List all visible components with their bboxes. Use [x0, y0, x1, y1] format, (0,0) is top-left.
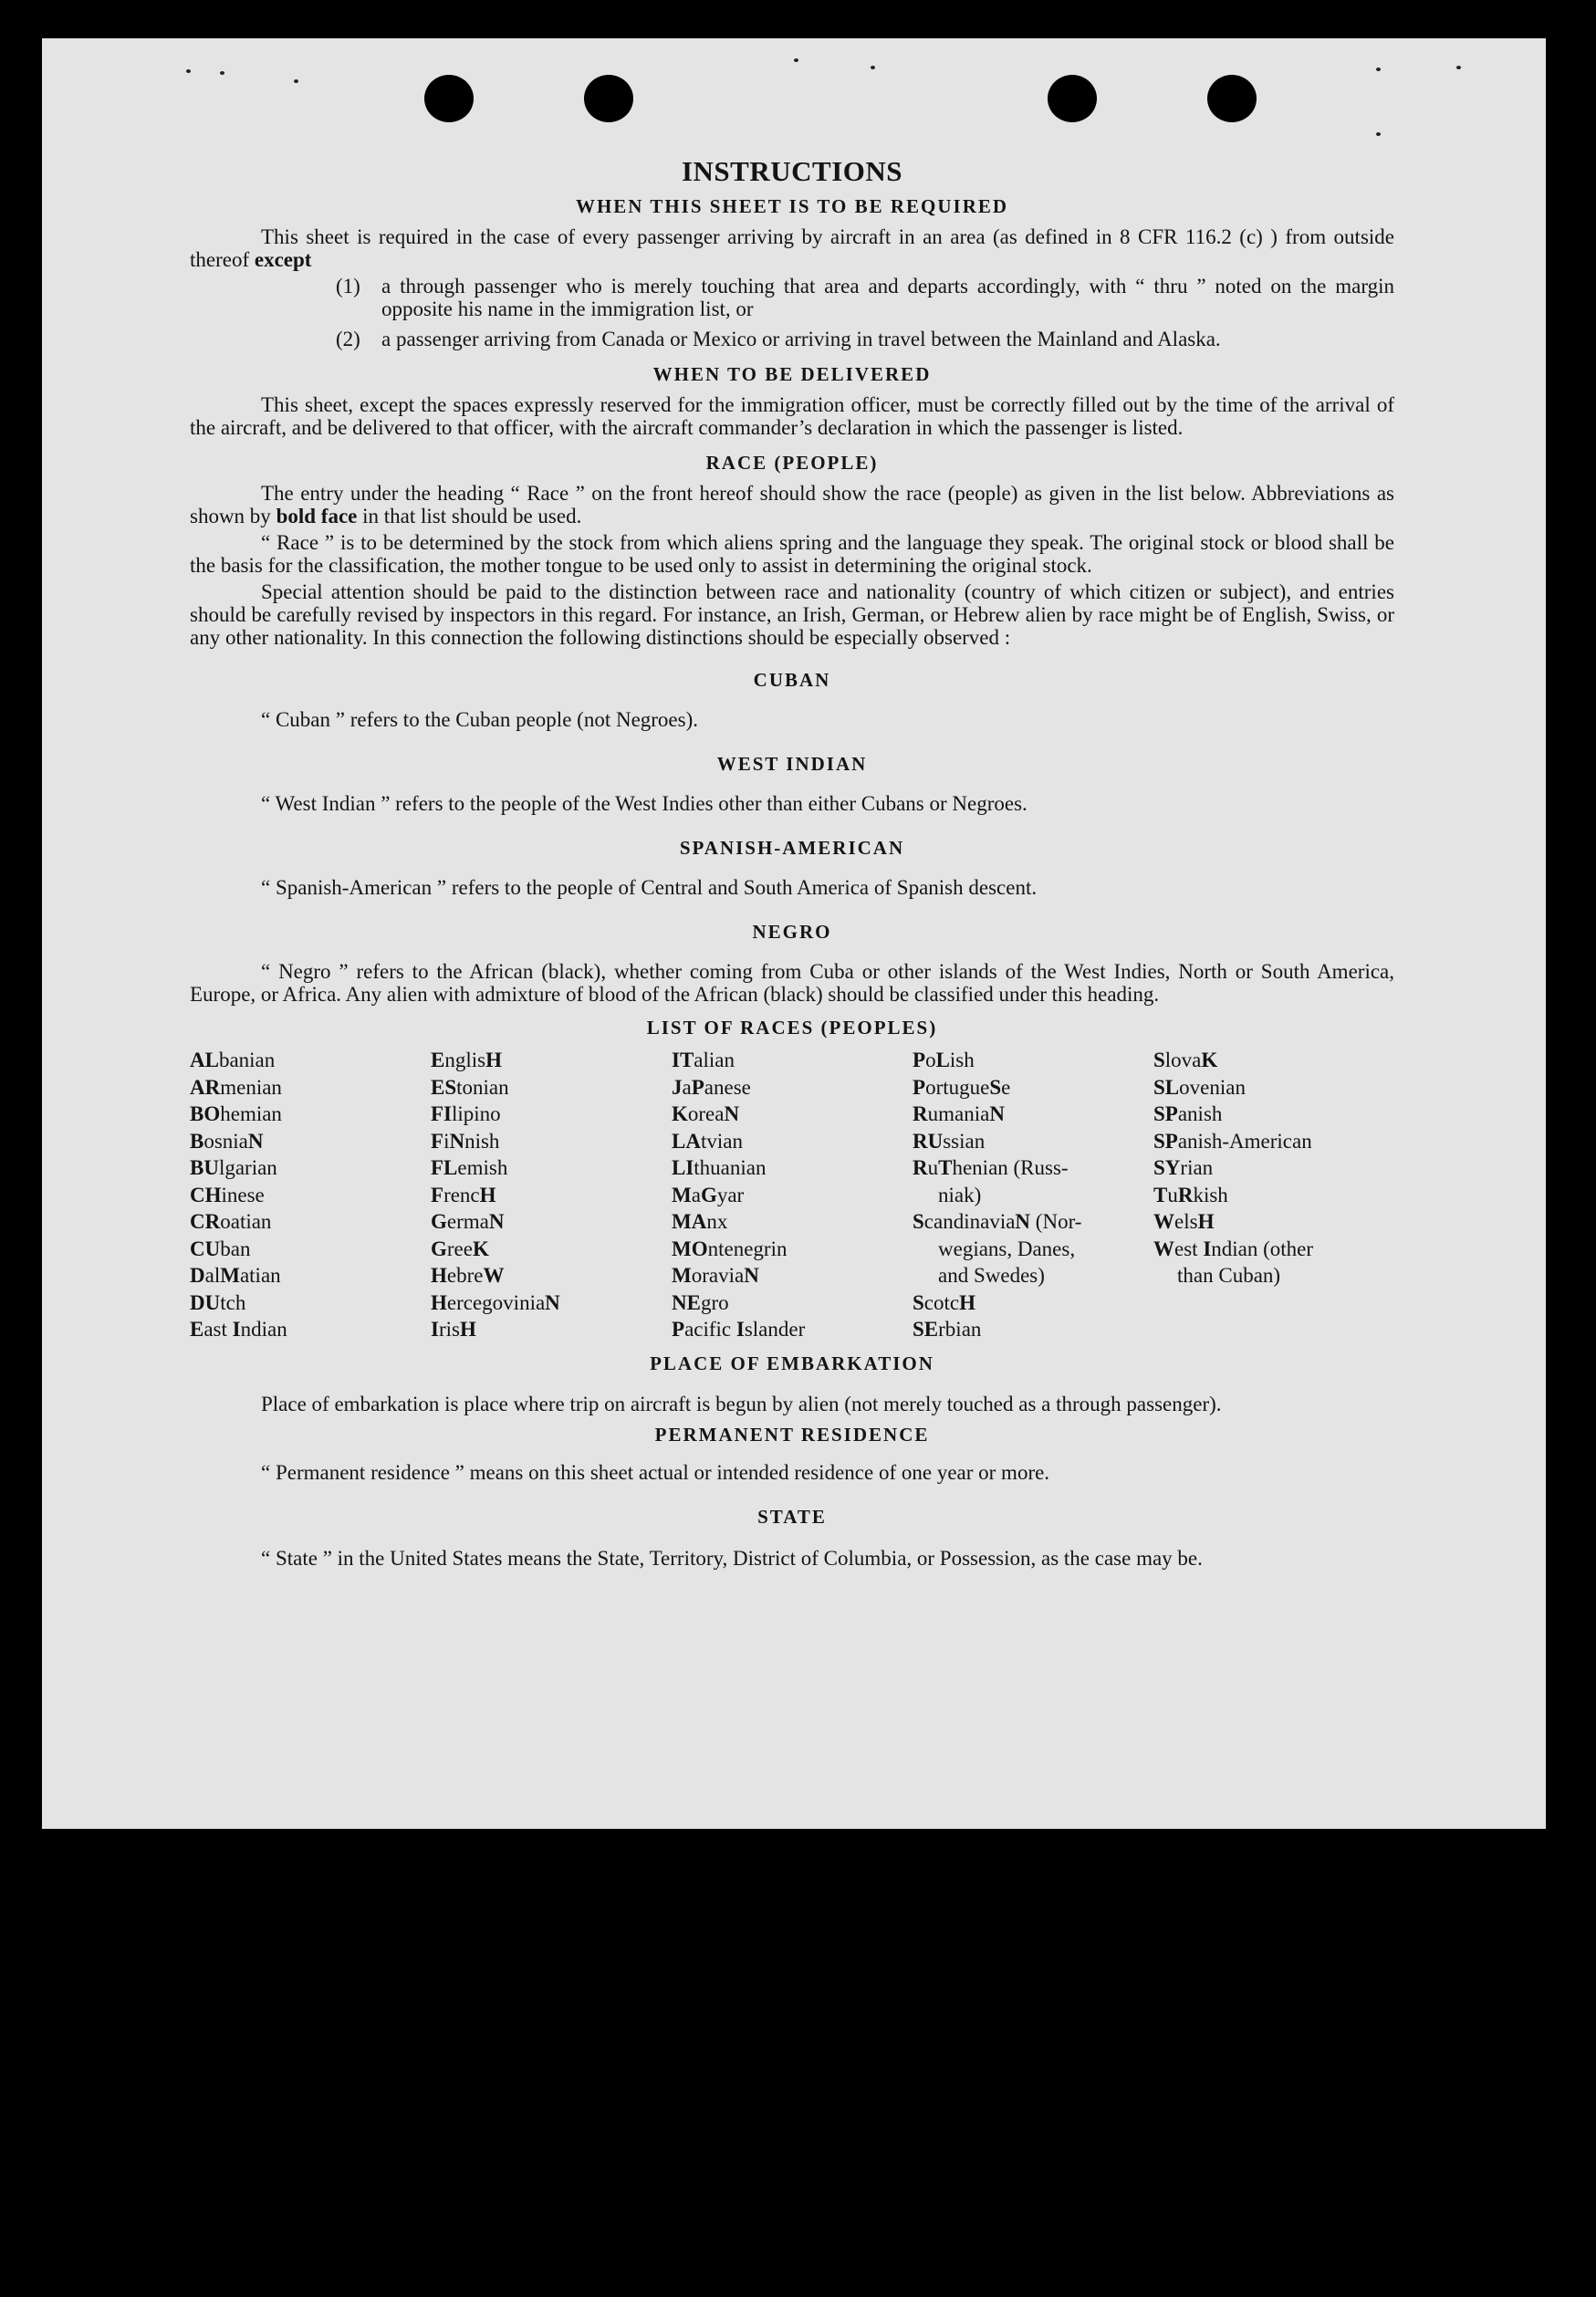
race-entry: HercegoviniaN [431, 1290, 560, 1314]
race-entry: ScotcH [913, 1290, 975, 1314]
exception-item [336, 328, 1394, 350]
race-entry: SPanish [1153, 1102, 1223, 1125]
race-entry: PortugueSe [913, 1075, 1011, 1099]
race-entry: JaPanese [672, 1075, 751, 1099]
race-entry: KoreaN [672, 1102, 740, 1125]
race-entry: HebreW [431, 1264, 505, 1287]
section-heading-residence: PERMANENT RESIDENCE [654, 1423, 930, 1446]
document-sheet [42, 38, 1546, 1829]
required-intro: This sheet is required in the case of every passenger arriving by aircraft in an area (as defined in 8 CFR 116.2 (c) ) from outside thereof except [190, 225, 1394, 271]
race-entry: SlovaK [1153, 1049, 1218, 1071]
race-entry: GermaN [431, 1210, 505, 1233]
race-entry: TuRkish [1153, 1183, 1228, 1206]
west-indian-text: “ West Indian ” refers to the people of the West Indies other than either Cubans or Negroes. [261, 792, 1027, 815]
speck [294, 79, 298, 83]
race-entry: MOntenegrin [672, 1237, 788, 1260]
delivered-text: This sheet, except the spaces expressly reserved for the immigration officer, must be correctly filled out by the time of the arrival of the aircraft, and be delivered to that officer, with the aircraft commander’s declaration in which the passenger is listed. [190, 393, 1394, 439]
races-list [190, 1047, 1394, 1343]
speck [1376, 68, 1381, 71]
race-entry: CRoatian [190, 1210, 272, 1233]
race-entry: than Cuban) [1177, 1264, 1281, 1287]
speck [871, 66, 875, 69]
embarkation-text: Place of embarkation is place where trip on aircraft is begun by alien (not merely touched as a through passenger). [261, 1392, 1222, 1415]
race-entry: RUssian [913, 1129, 986, 1153]
race-entry: CHinese [190, 1183, 265, 1206]
instructions-content [190, 155, 1394, 1573]
race-entry: ARmenian [190, 1075, 282, 1099]
race-entry: FiNnish [431, 1129, 500, 1153]
race-entry: ITalian [672, 1049, 735, 1071]
race-entry: DalMatian [190, 1264, 281, 1287]
race-entry: niak) [938, 1183, 982, 1206]
race-entry: BUlgarian [190, 1156, 277, 1179]
race-entry: wegians, Danes, [938, 1237, 1076, 1260]
race-entry: MoraviaN [672, 1264, 759, 1287]
race-entry: PoLish [913, 1049, 975, 1071]
races-column [672, 1047, 913, 1343]
races-column [190, 1047, 431, 1343]
race-entry: SErbian [913, 1318, 982, 1341]
item-number: (1) [336, 275, 360, 298]
races-column [431, 1047, 672, 1343]
section-heading-races-list: LIST OF RACES (PEOPLES) [646, 1017, 938, 1039]
race-entry: NEgro [672, 1290, 729, 1314]
race-entry: SYrian [1153, 1156, 1214, 1179]
race-entry: FLemish [431, 1156, 508, 1179]
race-entry: East Indian [190, 1318, 287, 1341]
race-entry: RuThenian (Russ- [913, 1156, 1069, 1179]
state-text: “ State ” in the United States means the State, Territory, District of Columbia, or Possession, as the case may be. [261, 1546, 1203, 1570]
section-heading-cuban: CUBAN [753, 669, 831, 691]
race-paragraph-3: Special attention should be paid to the distinction between race and nationality (country of which citizen or subject), and entries should be carefully revised by inspectors in this regard. For instance, an Irish, German, or Hebrew alien by race might be of English, Swiss, or any other nationality. In this connection the following distinctions should be especially observed : [190, 580, 1394, 649]
race-entry: West Indian (other [1153, 1237, 1314, 1260]
race-entry: SPanish-American [1153, 1129, 1312, 1153]
exception-item [336, 275, 1394, 320]
race-entry: LIthuanian [672, 1156, 767, 1179]
speck [1456, 66, 1461, 69]
spanish-american-text: “ Spanish-American ” refers to the people of Central and South America of Spanish descent. [261, 876, 1038, 899]
section-heading-negro: NEGRO [752, 921, 832, 943]
race-entry: ScandinaviaN (Nor- [913, 1210, 1082, 1233]
race-entry: Pacific Islander [672, 1318, 806, 1341]
race-entry: BOhemian [190, 1102, 282, 1125]
item-text: a through passenger who is merely touching that area and departs accordingly, with “ thru ” noted on the margin opposite his name in the immigration list, or [381, 275, 1394, 320]
race-entry: LAtvian [672, 1129, 743, 1153]
item-number: (2) [336, 328, 360, 350]
punch-hole [584, 75, 633, 122]
race-entry: CUban [190, 1237, 251, 1260]
race-entry: EStonian [431, 1075, 509, 1099]
speck [1376, 132, 1381, 136]
race-entry: SLovenian [1153, 1075, 1246, 1099]
section-heading-required: WHEN THIS SHEET IS TO BE REQUIRED [575, 195, 1009, 217]
section-heading-west-indian: WEST INDIAN [716, 753, 868, 775]
speck [794, 58, 798, 62]
race-entry: BosniaN [190, 1129, 264, 1153]
page-title: INSTRUCTIONS [681, 155, 902, 187]
races-column [1153, 1047, 1394, 1343]
speck [186, 69, 191, 73]
speck [220, 71, 224, 75]
race-entry: EnglisH [431, 1049, 502, 1071]
section-heading-delivered: WHEN TO BE DELIVERED [652, 363, 932, 385]
race-paragraph-1: The entry under the heading “ Race ” on the front hereof should show the race (people) as given in the list below. Abbreviations as shown by bold face in that list should be used. [190, 482, 1394, 527]
race-entry: IrisH [431, 1318, 476, 1341]
section-heading-state: STATE [757, 1505, 827, 1528]
residence-text: “ Permanent residence ” means on this sheet actual or intended residence of one year or more. [261, 1460, 1050, 1484]
race-entry: GreeK [431, 1237, 489, 1260]
section-heading-embarkation: PLACE OF EMBARKATION [650, 1352, 934, 1374]
race-entry: WelsH [1153, 1210, 1215, 1233]
races-column [913, 1047, 1153, 1343]
race-entry: and Swedes) [938, 1264, 1045, 1287]
item-text: a passenger arriving from Canada or Mexico or arriving in travel between the Mainland and Alaska. [381, 328, 1221, 350]
negro-text: “ Negro ” refers to the African (black), whether coming from Cuba or other islands of the West Indies, North or South America, Europe, or Africa. Any alien with admixture of blood of the African (black) should be classified under this heading. [190, 960, 1394, 1006]
race-entry: FrencH [431, 1183, 496, 1206]
cuban-text: “ Cuban ” refers to the Cuban people (not Negroes). [261, 708, 699, 731]
race-entry: FIlipino [431, 1102, 501, 1125]
section-heading-spanish-american: SPANISH-AMERICAN [679, 837, 905, 859]
punch-hole [1207, 75, 1257, 122]
section-heading-race: RACE (PEOPLE) [705, 452, 879, 474]
race-entry: MaGyar [672, 1183, 745, 1206]
race-entry: DUtch [190, 1290, 246, 1314]
punch-hole [424, 75, 474, 122]
race-entry: RumaniaN [913, 1102, 1005, 1125]
race-entry: ALbanian [190, 1049, 276, 1071]
race-entry: MAnx [672, 1210, 728, 1233]
race-paragraph-2: “ Race ” is to be determined by the stock from which aliens spring and the language they speak. The original stock or blood shall be the basis for the classification, the mother tongue to be used only to assist in determining the original stock. [190, 531, 1394, 577]
punch-hole [1048, 75, 1097, 122]
